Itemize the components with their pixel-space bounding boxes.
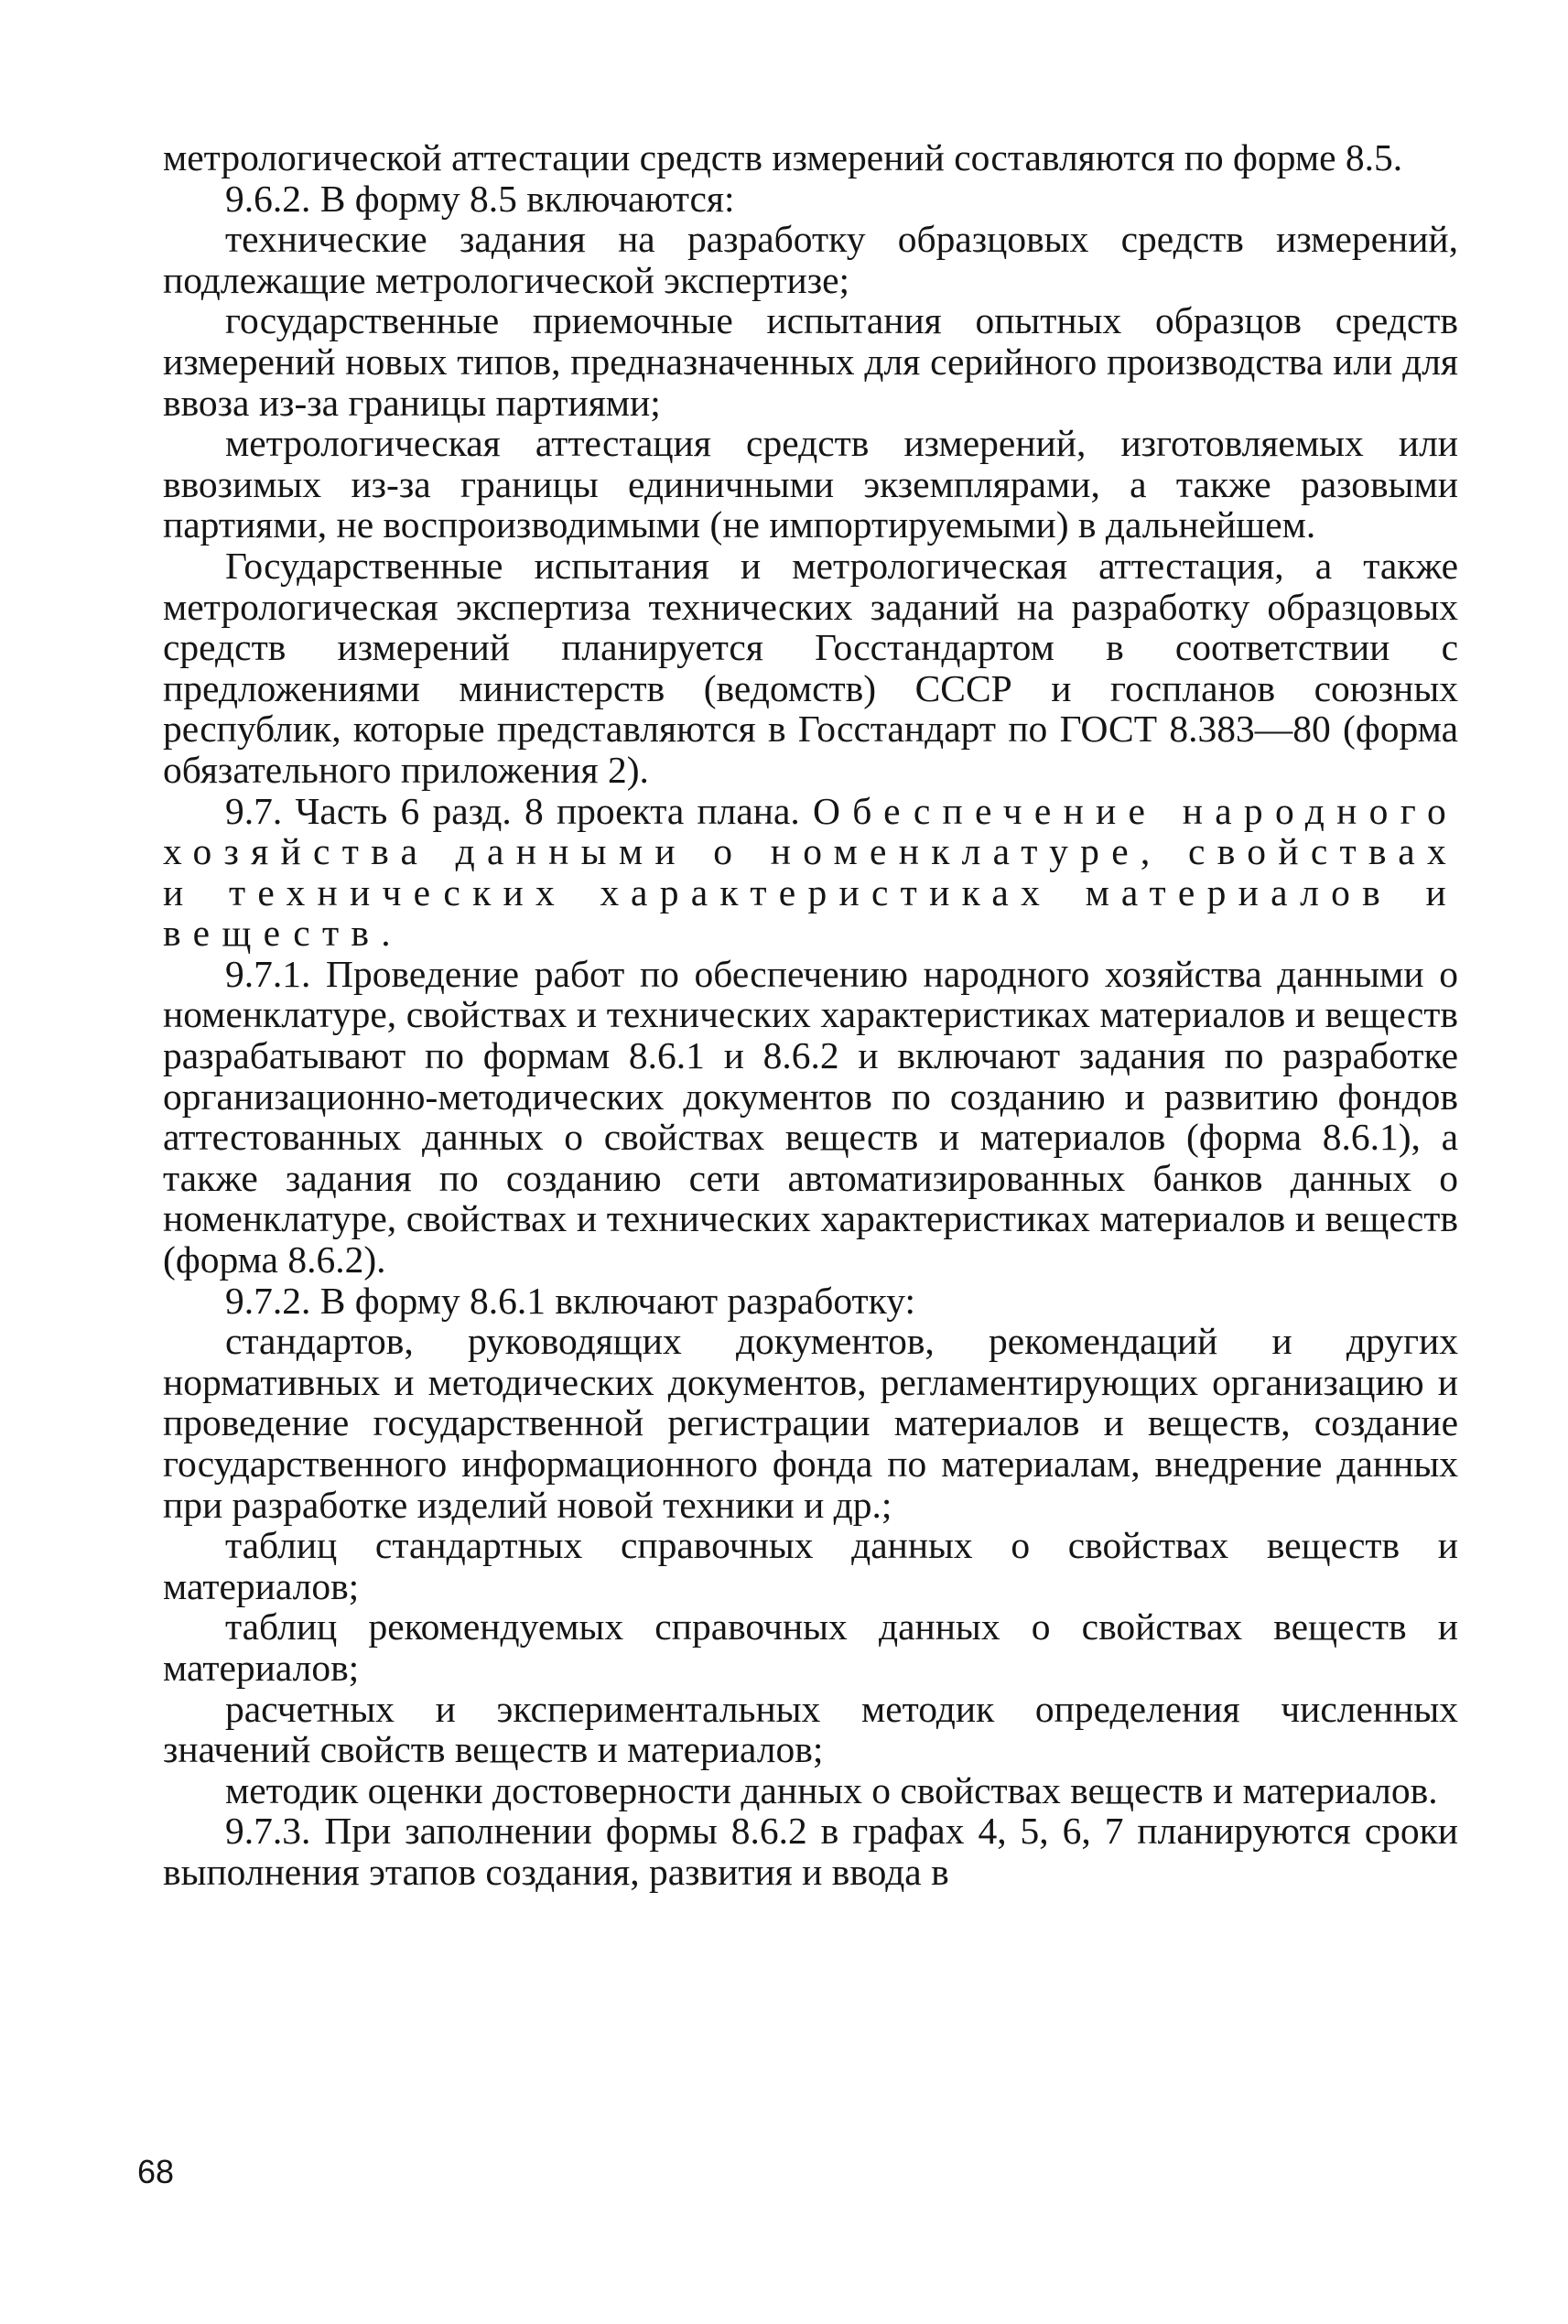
list-item-standards: стандартов, руководящих документов, рекомендаций и других нормативных и методических документов, регламентирующих организацию и проведение государственной регистрации материалов и веществ, создание государственного информационного фонда по материалам, внедрение данных при разработке изделий новой техники и др.; <box>163 1320 1458 1526</box>
list-item-technical-tasks: технические задания на разработку образцовых средств измерений, подлежащие метрологической экспертизе; <box>163 218 1458 301</box>
list-item-recommended-tables: таблиц рекомендуемых справочных данных о свойствах веществ и материалов; <box>163 1605 1458 1689</box>
section-title-spaced: Обеспечение народного хозяйства данными о номенклатуре, свойствах и технических характеристиках материалов и веществ. <box>163 789 1458 955</box>
paragraph-9-6-2: 9.6.2. В форму 8.5 включаются: <box>225 177 735 220</box>
list-item-metrological-attestation: метрологическая аттестация средств измерений, изготовляемых или ввозимых из-за границы единичными экземплярами, а также разовыми партиями, не воспроизводимыми (не импортируемыми) в дальнейшем. <box>163 422 1458 546</box>
page-body <box>163 137 1458 1893</box>
paragraph-continuation: метрологической аттестации средств измерений составляются по форме 8.5. <box>163 136 1403 178</box>
page-number: 68 <box>137 2153 175 2190</box>
section-heading-9-7 <box>163 791 1458 954</box>
list-item-methods: расчетных и экспериментальных методик определения численных значений свойств веществ и материалов; <box>163 1687 1458 1771</box>
paragraph-9-7-3: 9.7.3. При заполнении формы 8.6.2 в графах 4, 5, 6, 7 планируются сроки выполнения этапов создания, развития и ввода в <box>163 1810 1458 1893</box>
paragraph-9-7-2: 9.7.2. В форму 8.6.1 включают разработку: <box>225 1279 915 1322</box>
list-item-state-tests: государственные приемочные испытания опытных образцов средств измерений новых типов, предназначенных для серийного производства или для ввоза из-за границы партиями; <box>163 299 1458 424</box>
list-item-reliability: методик оценки достоверности данных о свойствах веществ и материалов. <box>225 1768 1438 1811</box>
paragraph-9-7-1: 9.7.1. Проведение работ по обеспечению народного хозяйства данными о номенклатуре, свойствах и технических характеристиках материалов и веществ разрабатывают по формам 8.6.1 и 8.6.2 и включают задания по разработке организационно-методических документов по созданию и развитию фондов аттестованных данных о свойствах веществ и материалов (форма 8.6.1), а также задания по созданию сети автоматизированных банков данных о номенклатуре, свойствах и технических характеристиках материалов и веществ (форма 8.6.2). <box>163 952 1458 1281</box>
section-lead: 9.7. Часть 6 разд. 8 проекта плана. <box>225 789 800 832</box>
paragraph-state-tests-planning: Государственные испытания и метрологическая аттестация, а также метрологическая экспертиза технических заданий на разработку образцовых средств измерений планируется Госстандартом в соответствии с предложениями министерств (ведомств) СССР и госпланов союзных республик, которые представляются в Госстандарт по ГОСТ 8.383—80 (форма обязательного приложения 2). <box>163 544 1458 791</box>
list-item-standard-tables: таблиц стандартных справочных данных о свойствах веществ и материалов; <box>163 1524 1458 1607</box>
